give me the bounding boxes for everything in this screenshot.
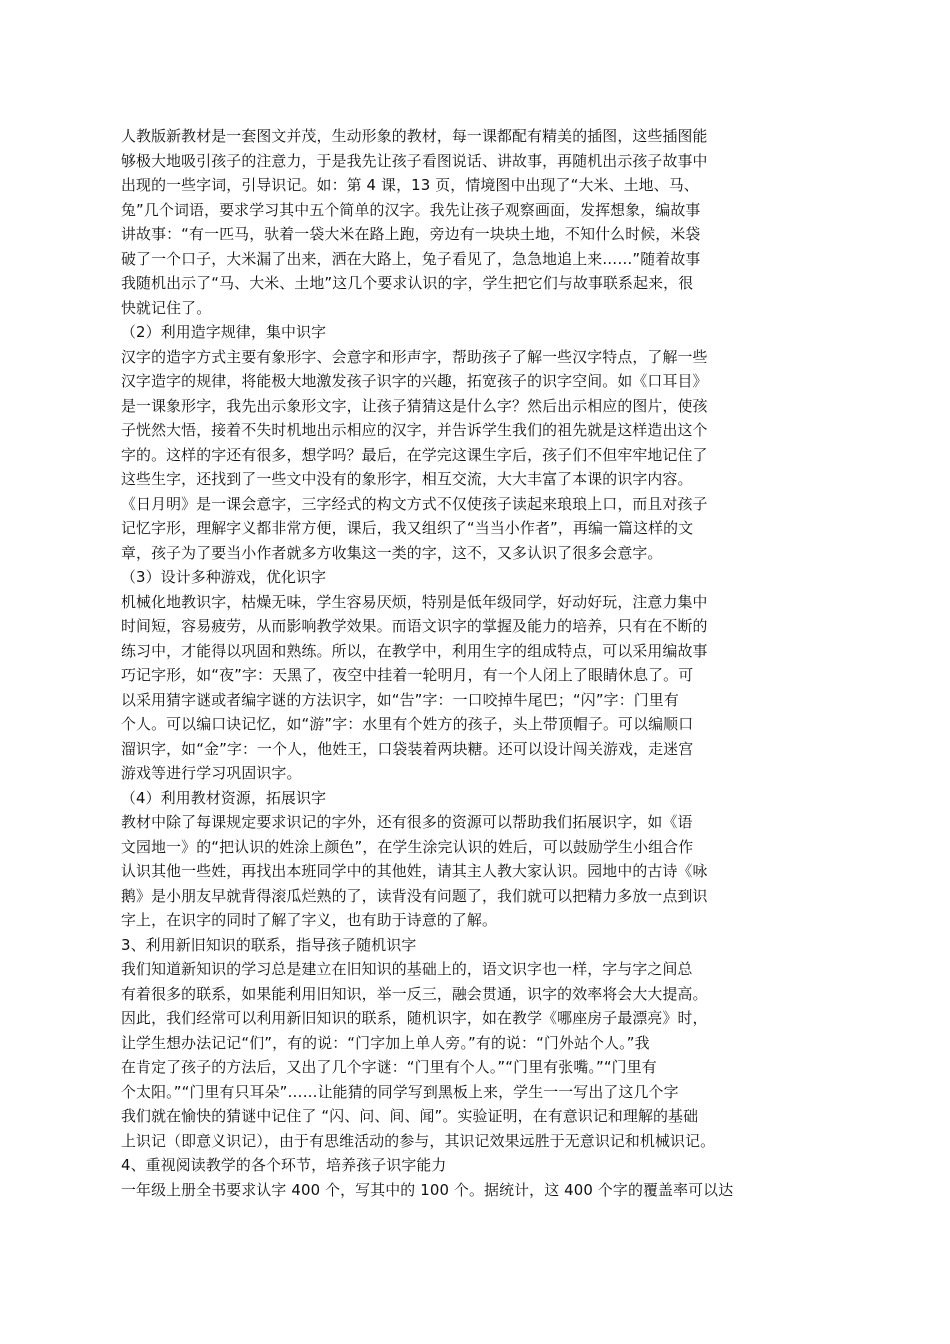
text-line: （3）设计多种游戏，优化识字	[121, 568, 327, 586]
text-line: 字的。这样的字还有很多，想学吗？最后，在学完这课生字后，孩子们不但牢牢地记住了	[121, 445, 708, 464]
text-line: 子恍然大悟，接着不失时机地出示相应的汉字，并告诉学生我们的祖先就是这样造出这个	[121, 421, 708, 439]
text-line: 快就记住了。	[121, 298, 212, 317]
text-line: 一年级上册全书要求认字 400 个，写其中的 100 个。据统计，这 400 个字的覆盖率可以达	[121, 1180, 734, 1199]
text-line: 是一课象形字，我先出示象形文字，让孩子猜猜这是什么字？然后出示相应的图片，使孩	[121, 396, 708, 415]
text-line: 有着很多的联系，如果能利用旧知识，举一反三，融会贯通，识字的效率将会大大提高。	[121, 984, 708, 1003]
text-line: 够极大地吸引孩子的注意力，于是我先让孩子看图说话、讲故事，再随机出示孩子故事中	[121, 151, 708, 170]
text-line: 我们就在愉快的猜谜中记住了 “闪、问、间、闻”。实验证明，在有意识记和理解的基础	[121, 1107, 699, 1125]
text-line: 记忆字形，理解字义都非常方便，课后，我又组织了“当当小作者”，再编一篇这样的文	[121, 519, 694, 537]
text-line: （2）利用造字规律，集中识字	[121, 323, 327, 341]
text-line: 汉字造字的规律，将能极大地激发孩子识字的兴趣，拓宽孩子的识字空间。如《口耳目》	[121, 372, 708, 390]
text-line: 兔”几个词语，要求学习其中五个简单的汉字。我先让孩子观察画面，发挥想象，编故事	[121, 200, 701, 219]
text-line: 认识其他一些姓，再找出本班同学中的其他姓，请其主人教大家认识。园地中的古诗《咏	[121, 862, 708, 880]
text-line: 因此，我们经常可以利用新旧知识的联系，随机识字，如在教学《哪座房子最漂亮》时，	[121, 1009, 708, 1027]
text-line: 这些生字，还找到了一些文中没有的象形字，相互交流，大大丰富了本课的识字内容。	[121, 470, 693, 488]
text-line: 破了一个口子，大米漏了出来，洒在大路上，兔子看见了，急急地追上来……”随着故事	[121, 249, 701, 268]
text-line: 章，孩子为了要当小作者就多方收集这一类的字，这不，又多认识了很多会意字。	[121, 543, 663, 562]
text-line: 教材中除了每课规定要求识记的字外，还有很多的资源可以帮助我们拓展识字，如《语	[121, 813, 693, 831]
text-line: 巧记字形，如“夜”字：天黑了，夜空中挂着一轮明月，有一个人闭上了眼睛休息了。可	[121, 666, 694, 684]
text-line: 让学生想办法记记“们”，有的说：“门字加上单人旁。”有的说：“门外站个人。”我	[121, 1033, 650, 1052]
text-line: 《日月明》是一课会意字，三字经式的构文方式不仅使孩子读起来琅琅上口，而且对孩子	[121, 494, 708, 513]
text-line: 文园地一》的“把认识的姓涂上颜色”，在学生涂完认识的姓后，可以鼓励学生小组合作	[121, 837, 694, 856]
text-line: 字上，在识字的同时了解了字义，也有助于诗意的了解。	[121, 911, 498, 929]
text-line: 出现的一些字词，引导识记。如：第 4 课，13 页，情境图中出现了“大米、土地、马、	[121, 176, 699, 194]
text-line: 4、重视阅读教学的各个环节，培养孩子识字能力	[121, 1156, 447, 1174]
text-line: 汉字的造字方式主要有象形字、会意字和形声字，帮助孩子了解一些汉字特点，了解一些	[121, 347, 708, 366]
text-line: 我们知道新知识的学习总是建立在旧知识的基础上的，语文识字也一样，字与字之间总	[121, 960, 693, 978]
text-line: 个人。可以编口诀记忆，如“游”字：水里有个姓方的孩子，头上带顶帽子。可以编顺口	[121, 715, 694, 733]
text-line: 练习中，才能得以巩固和熟练。所以，在教学中，利用生字的组成特点，可以采用编故事	[121, 641, 708, 660]
text-line: 游戏等进行学习巩固识字。	[121, 764, 302, 782]
text-line: 人教版新教材是一套图文并茂，生动形象的教材，每一课都配有精美的插图，这些插图能	[121, 127, 708, 145]
text-line: （4）利用教材资源，拓展识字	[121, 788, 327, 807]
text-line: 溜识字，如“金”字：一个人，他姓王，口袋装着两块糖。还可以设计闯关游戏，走迷宫	[121, 739, 694, 758]
text-line: 时间短，容易疲劳，从而影响教学效果。而语文识字的掌握及能力的培养，只有在不断的	[121, 617, 708, 635]
text-line: 讲故事：“有一匹马，驮着一袋大米在路上跑，旁边有一块块土地，不知什么时候，米袋	[121, 225, 701, 243]
text-line: 鹅》是小朋友早就背得滚瓜烂熟的了，读背没有问题了，我们就可以把精力多放一点到识	[121, 886, 708, 905]
text-line: 上识记（即意义识记），由于有思维活动的参与，其识记效果远胜于无意识记和机械识记。	[121, 1131, 716, 1150]
text-line: 机械化地教识字，枯燥无味，学生容易厌烦，特别是低年级同学，好动好玩，注意力集中	[121, 592, 708, 611]
text-line: 以采用猜字谜或者编字谜的方法识字，如“告”字：一口咬掉牛尾巴；“闪”字：门里有	[121, 690, 679, 709]
document-body	[121, 124, 811, 1202]
text-line: 我随机出示了“马、大米、土地”这几个要求认识的字，学生把它们与故事联系起来，很	[121, 274, 694, 292]
text-line: 3、利用新旧知识的联系，指导孩子随机识字	[121, 935, 417, 954]
text-line: 在肯定了孩子的方法后，又出了几个字谜：“门里有个人。”“门里有张嘴。”“门里有	[121, 1058, 657, 1076]
text-line: 个太阳。”“门里有只耳朵”……让能猜的同学写到黑板上来，学生一一写出了这几个字	[121, 1082, 679, 1101]
